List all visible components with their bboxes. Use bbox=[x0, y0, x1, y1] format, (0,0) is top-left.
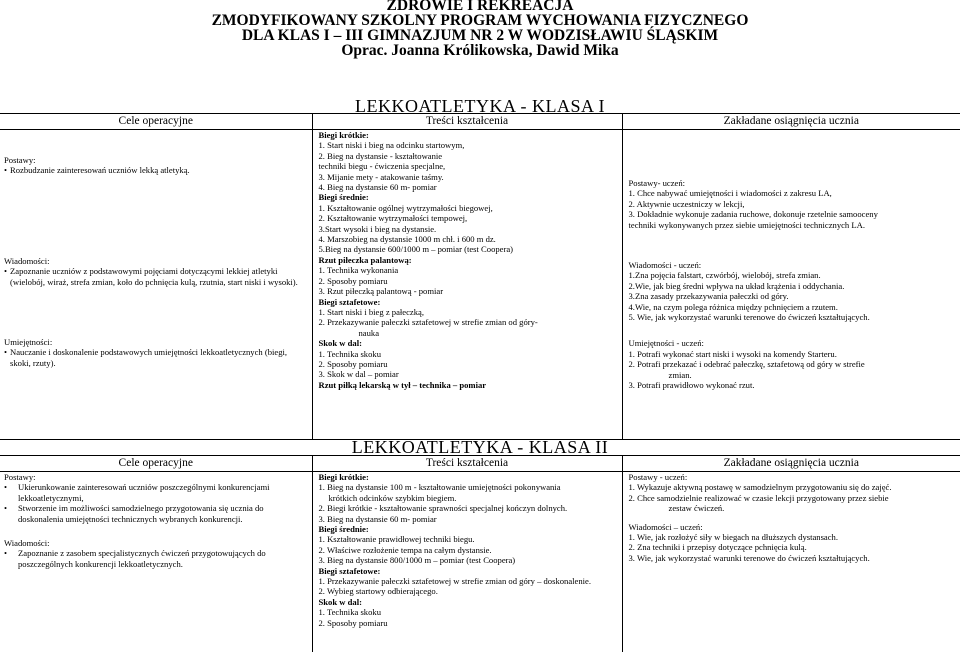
content-line: 3.Start wysoki i bieg na dystansie. bbox=[318, 223, 437, 234]
goals-wiadomosci-item: • Zapoznanie uczniów z podstawowymi pojęciami dotyczącymi lekkiej atletyki (wielobój, wiraż, strefa zmian, koło do pchnięcia kulą, rzutnia, start niski i wysoki). bbox=[4, 266, 308, 287]
column-header-content: Treści kształcenia bbox=[312, 114, 622, 130]
content-line: 3. Mijanie mety - atakowanie taśmy. bbox=[318, 171, 444, 182]
content-line: nauka bbox=[358, 327, 380, 338]
content-line: Biegi średnie: bbox=[318, 524, 369, 535]
outcomes-item: 2. Aktywnie uczestniczy w lekcji, bbox=[628, 198, 745, 209]
table-class-1 bbox=[0, 113, 960, 440]
content-line: 2. Biegi krótkie - kształtowanie sprawności specjalnej kończyn dolnych. bbox=[318, 503, 568, 514]
column-header-outcomes: Zakładane osiągnięcia ucznia bbox=[622, 456, 960, 472]
content-line: krótkich odcinków szybkim biegiem. bbox=[328, 492, 457, 503]
outcomes-item: 2. Zna techniki i przepisy dotyczące pchnięcia kulą. bbox=[628, 542, 807, 553]
outcomes-item: 1. Wykazuje aktywną postawę w samodzielnym przygotowaniu się do zajęć. bbox=[628, 482, 892, 493]
content-line: 2. Wybieg startowy odbierającego. bbox=[318, 586, 438, 597]
goals-wiadomosci-label: Wiadomości: bbox=[4, 538, 50, 549]
content-line: 3. Skok w dal – pomiar bbox=[318, 369, 399, 380]
outcomes-umiejetnosci-label: Umiejętności - uczeń: bbox=[628, 338, 704, 349]
outcomes-item: 2. Potrafi przekazać i odebrać pałeczkę, sztafetową od góry w strefie bbox=[628, 359, 865, 370]
content-line: Skok w dal: bbox=[318, 338, 362, 349]
outcomes-item: 4.Wie, na czym polega różnica między pchnięciem a rzutem. bbox=[628, 301, 838, 312]
header-program: ZMODYFIKOWANY SZKOLNY PROGRAM WYCHOWANIA FIZYCZNEGO bbox=[211, 12, 749, 29]
content-line: Biegi sztafetowe: bbox=[318, 296, 381, 307]
content-line: 2. Kształtowanie wytrzymałości tempowej, bbox=[318, 213, 468, 224]
content-line: techniki biegu - ćwiczenia specjalne, bbox=[318, 161, 446, 172]
outcomes-wiadomosci-label: Wiadomości - uczeń: bbox=[628, 260, 702, 271]
content-line: 3. Bieg na dystansie 60 m- pomiar bbox=[318, 513, 437, 524]
content-line: 4. Marszobieg na dystansie 1000 m chł. i 600 m dz. bbox=[318, 234, 496, 245]
content-line: 3. Bieg na dystansie 800/1000 m – pomiar (test Coopera) bbox=[318, 555, 516, 566]
outcomes-item: 1.Zna pojęcia falstart, czwórbój, wielobój, strefa zmian. bbox=[628, 270, 821, 281]
content-line: 1. Start niski i bieg na odcinku startowym, bbox=[318, 140, 465, 151]
outcomes-item: 3. Dokładnie wykonuje zadania ruchowe, dokonuje rzetelnie samooceny bbox=[628, 209, 878, 220]
column-header-outcomes: Zakładane osiągnięcia ucznia bbox=[622, 114, 960, 130]
section-title-class-2: LEKKOATLETYKA - KLASA II bbox=[351, 437, 609, 457]
content-line: 1. Technika skoku bbox=[318, 348, 381, 359]
content-cell-class-2 bbox=[312, 472, 622, 652]
outcomes-item: 1. Wie, jak rozłożyć siły w biegach na dłuższych dystansach. bbox=[628, 532, 838, 543]
goals-postawy-item: • Rozbudzanie zainteresowań uczniów lekką atletyką. bbox=[4, 165, 308, 175]
content-line: 1. Przekazywanie pałeczki sztafetowej w strefie zmian od góry – doskonalenie. bbox=[318, 576, 592, 587]
goals-umiejetnosci-label: Umiejętności: bbox=[4, 337, 53, 348]
content-line: 4. Bieg na dystansie 60 m- pomiar bbox=[318, 182, 437, 193]
content-cell-class-1 bbox=[312, 130, 622, 440]
outcomes-item: zmian. bbox=[668, 369, 692, 380]
goals-postawy-label: Postawy: bbox=[4, 155, 36, 165]
goals-umiejetnosci-item: • Nauczanie i doskonalenie podstawowych umiejętności lekkoatletycznych (biegi, skoki, rzuty). bbox=[4, 347, 308, 368]
goals-wiadomosci-item: • Zapoznanie z zasobem specjalistycznych ćwiczeń przygotowujących do poszczególnych konkurencji lekkoatletycznych. bbox=[4, 548, 308, 569]
table-class-2 bbox=[0, 455, 960, 652]
outcomes-postawy-label: Postawy - uczeń: bbox=[628, 472, 688, 482]
outcomes-item: 3.Zna zasady przekazywania pałeczki od góry. bbox=[628, 291, 789, 302]
content-line: Biegi krótkie: bbox=[318, 130, 369, 140]
outcomes-item: 2.Wie, jak bieg średni wpływa na układ krążenia i oddychania. bbox=[628, 280, 845, 291]
column-header-goals: Cele operacyjne bbox=[0, 456, 312, 472]
outcomes-item: 1. Potrafi wykonać start niski i wysoki na komendy Starteru. bbox=[628, 348, 837, 359]
outcomes-item: zestaw ćwiczeń. bbox=[668, 503, 725, 514]
content-line: 1. Technika wykonania bbox=[318, 265, 399, 276]
content-line: 3. Rzut piłeczką palantową - pomiar bbox=[318, 286, 444, 297]
outcomes-item: techniki wykonywanych przez siebie umiejętności technicznych LA. bbox=[628, 219, 865, 230]
outcomes-item: 1. Chce nabywać umiejętności i wiadomości z zakresu LA, bbox=[628, 188, 832, 199]
content-line: 2. Sposoby pomiaru bbox=[318, 275, 388, 286]
content-line: 2. Bieg na dystansie - kształtowanie bbox=[318, 150, 443, 161]
content-line: 1. Kształtowanie prawidłowej techniki biegu. bbox=[318, 534, 475, 545]
outcomes-item: 2. Chce samodzielnie realizować w czasie lekcji przygotowany przez siebie bbox=[628, 492, 889, 503]
section-title-class-1: LEKKOATLETYKA - KLASA I bbox=[355, 96, 605, 116]
content-line: Rzut piłeczka palantową: bbox=[318, 254, 412, 265]
header-authors: Oprac. Joanna Królikowska, Dawid Mika bbox=[341, 42, 619, 59]
outcomes-item: 3. Potrafi prawidłowo wykonać rzut. bbox=[628, 380, 755, 391]
goals-postawy-label: Postawy: bbox=[4, 472, 36, 482]
content-line: 1. Start niski i bieg z pałeczką, bbox=[318, 306, 424, 317]
header-title: ZDROWIE I REKREACJA bbox=[386, 0, 574, 14]
outcomes-cell-class-2 bbox=[622, 472, 960, 652]
document-header bbox=[0, 0, 960, 58]
outcomes-postawy-label: Postawy- uczeń: bbox=[628, 178, 686, 188]
column-header-content: Treści kształcenia bbox=[312, 456, 622, 472]
content-line: 2. Przekazywanie pałeczki sztafetowej w strefie zmian od góry- bbox=[318, 317, 538, 328]
content-line: Biegi sztafetowe: bbox=[318, 565, 381, 576]
outcomes-item: 3. Wie, jak wykorzystać warunki terenowe do ćwiczeń kształtujących. bbox=[628, 552, 870, 563]
outcomes-wiadomosci-label: Wiadomości – uczeń: bbox=[628, 521, 703, 532]
goals-wiadomosci-label: Wiadomości: bbox=[4, 255, 50, 266]
content-line: 5.Bieg na dystansie 600/1000 m – pomiar (test Coopera) bbox=[318, 244, 514, 255]
content-line: 1. Bieg na dystansie 100 m - kształtowanie umiejętności pokonywania bbox=[318, 482, 561, 493]
goals-postawy-item: • Ukierunkowanie zainteresowań uczniów poszczególnymi konkurencjami lekkoatletycznymi, bbox=[4, 482, 308, 503]
content-line: 1. Kształtowanie ogólnej wytrzymałości biegowej, bbox=[318, 202, 493, 213]
outcomes-cell-class-1 bbox=[622, 130, 960, 440]
content-line: Biegi krótkie: bbox=[318, 472, 369, 482]
header-school: DLA KLAS I – III GIMNAZJUM NR 2 W WODZISŁAWIU ŚLĄSKIM bbox=[241, 27, 719, 44]
content-line: 2. Sposoby pomiaru bbox=[318, 358, 388, 369]
content-line: Skok w dal: bbox=[318, 596, 362, 607]
column-header-goals: Cele operacyjne bbox=[0, 114, 312, 130]
goals-cell-class-1 bbox=[0, 130, 312, 440]
content-line: Biegi średnie: bbox=[318, 192, 369, 203]
content-line: 2. Sposoby pomiaru bbox=[318, 617, 388, 628]
content-line: 1. Technika skoku bbox=[318, 607, 381, 618]
content-line: Rzut piłką lekarską w tył – technika – pomiar bbox=[318, 379, 487, 390]
outcomes-item: 5. Wie, jak wykorzystać warunki terenowe do ćwiczeń kształtujących. bbox=[628, 312, 870, 323]
goals-postawy-item: • Stworzenie im możliwości samodzielnego przygotowania się ucznia do doskonalenia umiejętności technicznych wybranych konkurencji. bbox=[4, 503, 308, 524]
goals-cell-class-2 bbox=[0, 472, 312, 652]
content-line: 2. Właściwe rozłożenie tempa na całym dystansie. bbox=[318, 544, 492, 555]
